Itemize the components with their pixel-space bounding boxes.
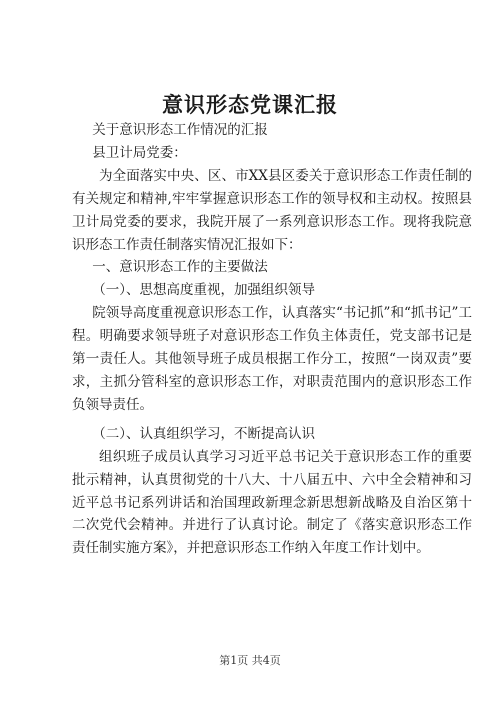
salutation: 县卫计局党委： [92,144,187,161]
subsection-heading-1: （一）、思想高度重视，加强组织领导 [92,282,315,299]
report-subtitle: 关于意识形态工作情况的汇报 [92,122,268,138]
subsection-heading-2: （二）、认真组织学习，不断提高认识 [92,425,315,442]
document-title: 意识形态党课汇报 [162,92,338,117]
document-body [72,119,472,560]
body-paragraph-1: 院领导高度重视意识形态工作，认真落实“书记抓”和“抓书记”工程。明确要求领导班子对意识形态工作负主体责任，党支部书记是第一责任人。其他领导班子成员根据工作分工，按照“一岗双责”要求，主抓分管科室的意识形态工作，对职责范围内的意识形态工作负领导责任。 [72,305,472,413]
section-heading-1: 一、意识形态工作的主要做法 [92,259,268,276]
page-number: 第1页 共4页 [219,654,281,667]
intro-paragraph: 为全面落实中央、区、市XX县区委关于意识形态工作责任制的有关规定和精神,牢牢掌握意识形态工作的领导权和主动权。按照县卫计局党委的要求，我院开展了一系列意识形态工作。现将我院意识形态工作责任制落实情况汇报如下： [72,167,472,253]
body-paragraph-2: 组织班子成员认真学习习近平总书记关于意识形态工作的重要批示精神，认真贯彻党的十八大、十八届五中、六中全会精神和习近平总书记系列讲话和治国理政新理念新思想新战略及自治区第十二次党代会精神。并进行了认真讨论。制定了《落实意识形态工作责任制实施方案》，并把意识形态工作纳入年度工作计划中。 [72,448,472,557]
